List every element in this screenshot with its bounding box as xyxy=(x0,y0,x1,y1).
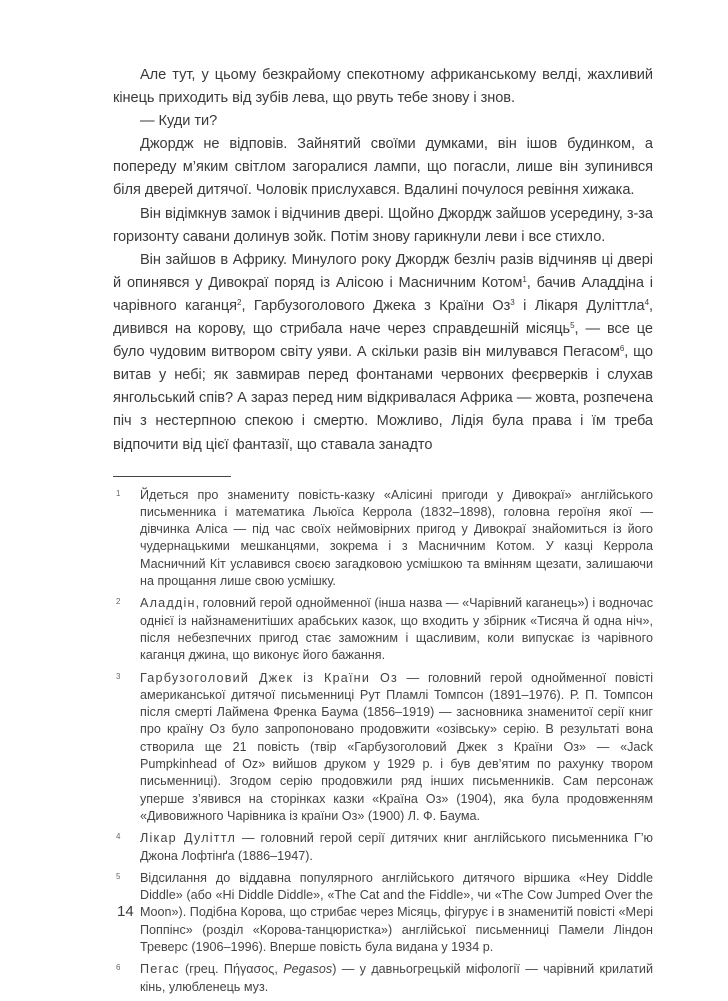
text-run: , — все це було чудовим витвором світу уяви. А скільки разів він милувався Пегасом xyxy=(113,321,653,361)
paragraph: Він відімкнув замок і відчинив двері. Щойно Джордж зайшов усередину, з-за горизонту савани долинув зойк. Потім знову гарикнули леви і все стихло. xyxy=(113,205,653,245)
footnote xyxy=(113,870,653,956)
paragraph: Але тут, у цьому безкрайому спекотному африканському велді, жахливий кінець приходить від зубів лева, що рвуть тебе знову і знов. xyxy=(113,67,653,107)
text-run: і Лікаря Дуліттла xyxy=(514,297,645,314)
footnote-number: 2 xyxy=(116,597,121,607)
footnote-number: 4 xyxy=(116,832,121,842)
footnote-number: 3 xyxy=(116,671,121,681)
footnote-term: Пегас xyxy=(140,962,180,977)
footnote-number: 1 xyxy=(116,488,121,498)
text-run: Він зайшов в Африку. Минулого року Джордж безліч разів відчиняв ці двері й опинявся у Дивокраї поряд із Алісою і Масничним Котом xyxy=(113,251,653,291)
footnote-term: Аладдін xyxy=(140,596,196,611)
footnote-term: Лікар Дуліттл xyxy=(140,831,237,846)
footnote-ref[interactable]: 1 xyxy=(522,274,527,284)
text-run: , бачив Аладдіна і чарівного каганця xyxy=(113,274,654,314)
footnotes xyxy=(113,487,653,996)
footnote-text xyxy=(140,830,653,865)
footnote xyxy=(113,961,653,996)
footnote-ref[interactable]: 2 xyxy=(237,297,242,307)
footnote-ref[interactable]: 6 xyxy=(619,344,625,354)
footnote-ref[interactable]: 4 xyxy=(644,297,649,307)
body-text xyxy=(113,64,653,457)
text-run: — головний герой серії дитячих книг англійського письменника Г’ю Джона Лофтінґа (1886–1947). xyxy=(140,831,653,863)
footnote-separator xyxy=(113,476,231,477)
footnote-text: Відсилання до віддавна популярного англійського дитячого віршика «Hey Diddle Diddle» (або «Hi Diddle Diddle», «The Cat and the Fiddle», чи «The Cow Jumped Over the Moon»). Подібна Корова, що стрибає через Місяць, фігурує і в знаменитій повісті «Мері Поппінс» (розділ «Корова-танцюристка») англійської письменниці Памели Ліндон Треверс (1906–1996). Вперше повість була видана у 1934 р. xyxy=(140,870,653,955)
footnote-ref[interactable]: 5 xyxy=(570,321,575,331)
footnote-text xyxy=(140,595,653,664)
footnote-text xyxy=(140,670,653,826)
text-run: , що витав у небі; як завмирав перед фонтанами червоних феєрверків і слухав янгольський спів? А зараз перед ним відкривалася Африка — жовта, розпечена піч з нестерпною спекою і смертю. Можливо, Лідія була права і їм треба відпочити від цієї фантазії, що ставала занадто xyxy=(113,344,653,453)
book-page xyxy=(113,64,653,1001)
text-run: — головний герой однойменної повісті американської дитячої письменниці Рут Пламлі Томпсон (1891–1976). Р. П. Томпсон після смерті Лаймена Френка Баума (1856–1919) — засновника знаменитої серії книг про країну Оз було запропоновано продовжити «озівську» серію. В результаті вона створила ще 21 повість (твір «Гарбузоголовий Джек з Країни Оз» — «Jack Pumpkinhead of Oz» вийшов друком у 1929 р. і був дев’ятим по рахунку твором письменниці). Згодом серію продовжили ряд інших письменників. Сам персонаж уперше з’явився на сторінках казки «Країна Оз» (1904), яка була продовженням «Дивовижного Чарівника із країни Оз» (1900) Л. Ф. Баума. xyxy=(140,670,653,823)
paragraph xyxy=(113,249,653,457)
footnote-text xyxy=(140,961,653,996)
footnote xyxy=(113,830,653,865)
page-number: 14 xyxy=(117,903,134,920)
footnote xyxy=(113,595,653,664)
paragraph-dialogue: — Куди ти? xyxy=(140,113,218,130)
text-run: , головний герой однойменної (інша назва — «Чарівний каганець») і водночас однієї із найзнаменитіших арабських казок, що входить у збірник «Тисяча й одна ніч», після небезпечних пригод стає заможним і щасливим, коли випускає із чарівного каганця джина, що виконує його бажання. xyxy=(140,596,653,663)
footnote xyxy=(113,487,653,591)
footnote-ref[interactable]: 3 xyxy=(510,297,515,307)
text-run: (грец. Πήγασος, xyxy=(179,962,284,977)
footnote-text: Йдеться про знамениту повість-казку «Алісині пригоди у Дивокраї» англійського письменника і математика Льюїса Керрола (1832–1898), головна героїня якої — дівчинка Аліса — під час своїх неймовірних пригод у Дивокраї знайомиться із його чудернацькими мешканцями, зокрема і з Масничним Котом. У казці Керрола Масничний Кіт уславився своєю загадковою усмішкою та вмінням щезати, залишаючи на прощання лише свою усмішку. xyxy=(140,487,653,589)
footnote xyxy=(113,670,653,826)
italic-term: Pegasos xyxy=(283,962,333,977)
footnote-term: Гарбузоголовий Джек із Країни Оз xyxy=(140,670,398,685)
text-run: , Гарбузоголового Джека з Країни Оз xyxy=(241,297,511,314)
text-run: , дивився на корову, що стрибала наче через справдешній місяць xyxy=(113,297,653,338)
footnote-number: 6 xyxy=(116,963,121,973)
text-run: ) — у давньогрецькій міфології — чарівний крилатий кінь, улюбленець муз. xyxy=(140,962,653,994)
footnote-number: 5 xyxy=(116,871,121,881)
paragraph: Джордж не відповів. Зайнятий своїми думками, він ішов будинком, а попереду м’яким світлом загоралися лампи, що погасли, лише він зупинився біля дверей дитячої. Чоловік прислухався. Вдалині почулося ревіння хижака. xyxy=(113,136,653,199)
